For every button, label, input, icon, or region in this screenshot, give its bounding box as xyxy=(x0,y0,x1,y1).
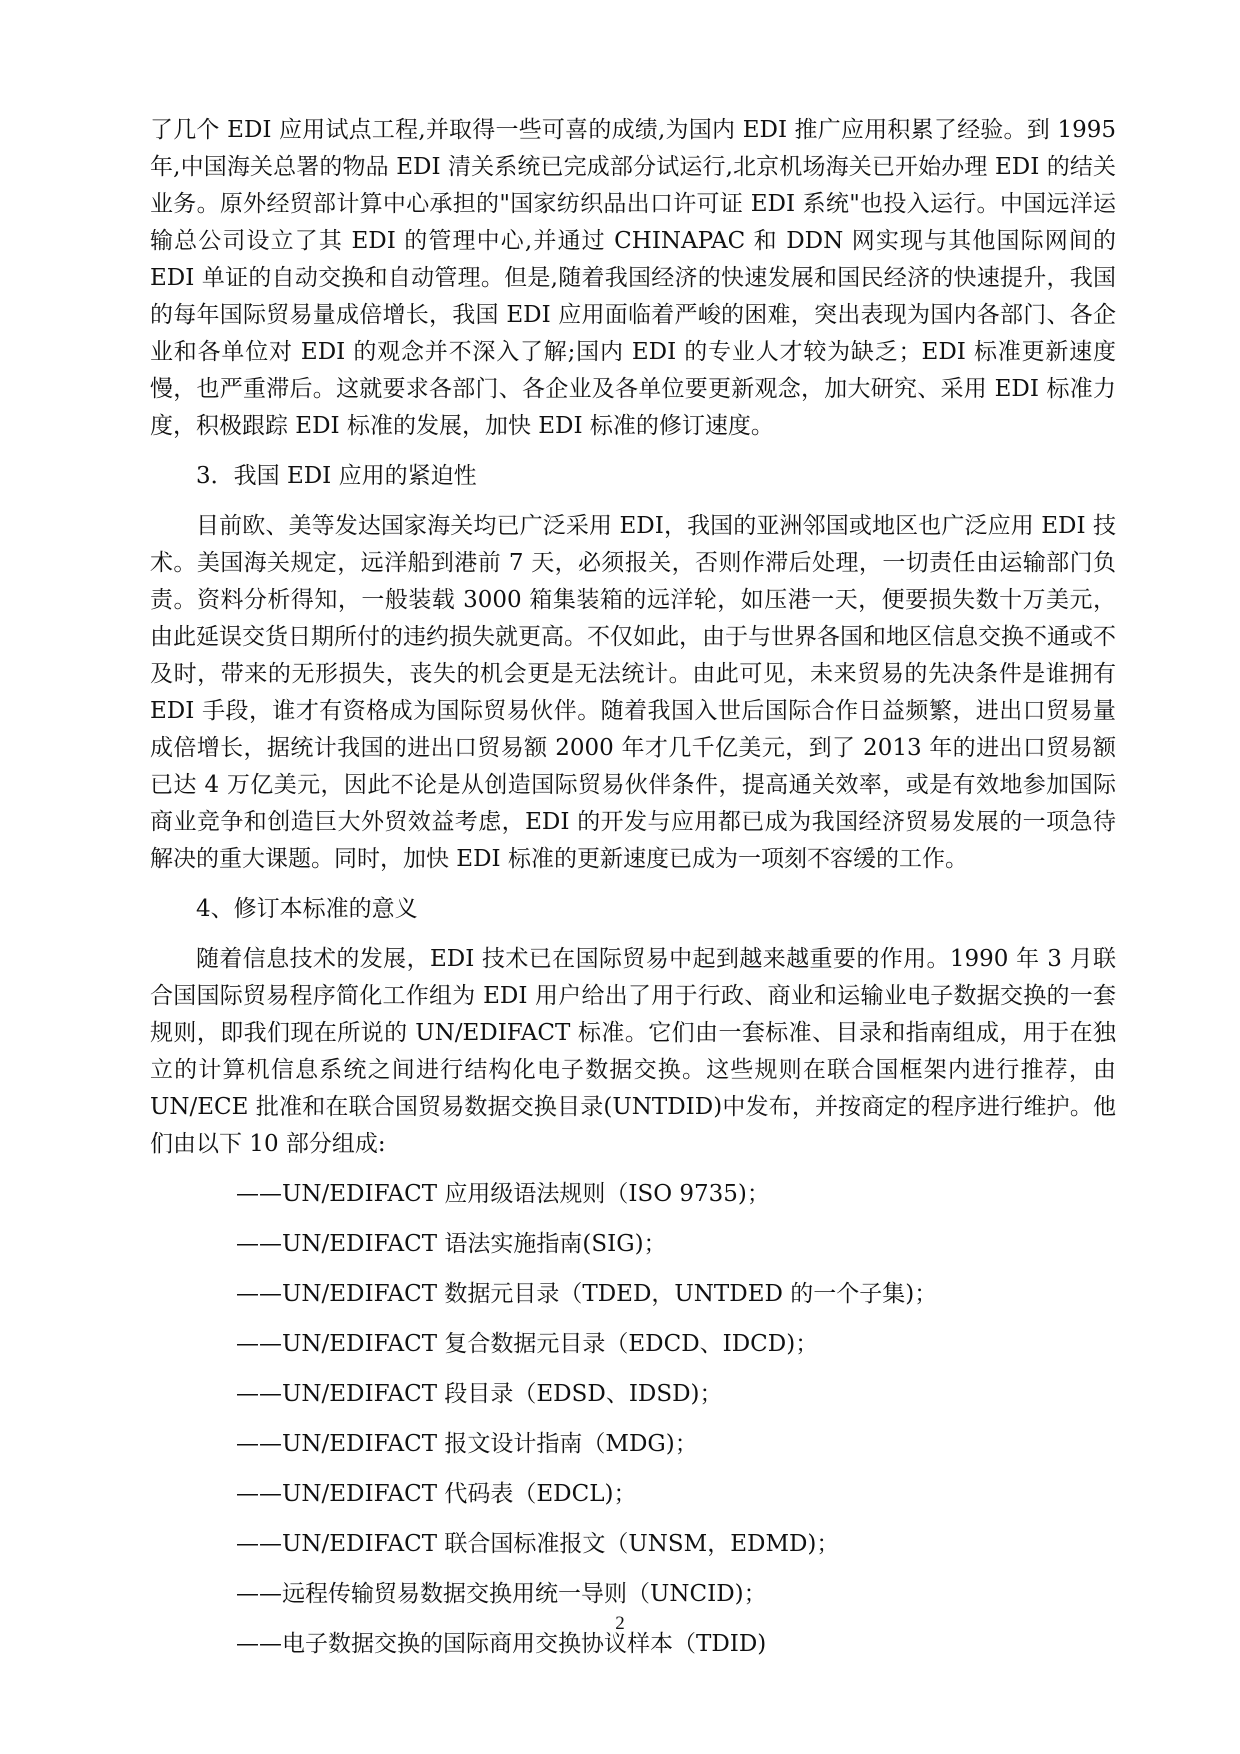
list-item: ——UN/EDIFACT 报文设计指南（MDG)； xyxy=(236,1431,698,1457)
list-item: ——UN/EDIFACT 应用级语法规则（ISO 9735)； xyxy=(236,1181,770,1207)
list-item: ——UN/EDIFACT 段目录（EDSD、IDSD)； xyxy=(236,1381,723,1407)
component-list xyxy=(150,1169,1116,1669)
list-item: ——电子数据交换的国际商用交换协议样本（TDID) xyxy=(236,1631,767,1657)
page-number: 2 xyxy=(615,1613,625,1634)
list-item: ——UN/EDIFACT 联合国标准报文（UNSM，EDMD)； xyxy=(236,1531,840,1557)
list-item: ——UN/EDIFACT 语法实施指南(SIG)； xyxy=(236,1231,667,1257)
list-item: ——远程传输贸易数据交换用统一导则（UNCID)； xyxy=(236,1581,767,1607)
list-item: ——UN/EDIFACT 复合数据元目录（EDCD、IDCD)； xyxy=(236,1331,819,1357)
list-item: ——UN/EDIFACT 代码表（EDCL)； xyxy=(236,1481,637,1507)
section-4-heading: 4、修订本标准的意义 xyxy=(196,896,418,922)
section-3-heading: 3．我国 EDI 应用的紧迫性 xyxy=(196,463,477,489)
section-4-paragraph: 随着信息技术的发展，EDI 技术已在国际贸易中起到越来越重要的作用。1990 年 3 月联合国国际贸易程序简化工作组为 EDI 用户给出了用于行政、商业和运输业电子数据交换的一套规则，即我们现在所说的 UN/EDIFACT 标准。它们由一套标准、目录和指南组成，用于在独立的计算机信息系统之间进行结构化电子数据交换。这些规则在联合国框架内进行推荐，由 UN/ECE 批准和在联合国贸易数据交换目录(UNTDID)中发布，并按商定的程序进行维护。他们由以下 10 部分组成: xyxy=(150,946,1116,1157)
list-item: ——UN/EDIFACT 数据元目录（TDED，UNTDED 的一个子集)； xyxy=(236,1281,938,1307)
intro-continuation-paragraph: 了几个 EDI 应用试点工程,并取得一些可喜的成绩,为国内 EDI 推广应用积累了经验。到 1995 年,中国海关总署的物品 EDI 清关系统已完成部分试运行,北京机场海关已开始办理 EDI 的结关业务。原外经贸部计算中心承担的"国家纺织品出口许可证 EDI 系统"也投入运行。中国远洋运输总公司设立了其 EDI 的管理中心,并通过 CHINAPAC 和 DDN 网实现与其他国际网间的 EDI 单证的自动交换和自动管理。但是,随着我国经济的快速发展和国民经济的快速提升，我国的每年国际贸易量成倍增长，我国 EDI 应用面临着严峻的困难，突出表现为国内各部门、各企业和各单位对 EDI 的观念并不深入了解;国内 EDI 的专业人才较为缺乏；EDI 标准更新速度慢，也严重滞后。这就要求各部门、各企业及各单位要更新观念，加大研究、采用 EDI 标准力度，积极跟踪 EDI 标准的发展，加快 EDI 标准的修订速度。 xyxy=(150,117,1117,439)
section-3-paragraph: 目前欧、美等发达国家海关均已广泛采用 EDI，我国的亚洲邻国或地区也广泛应用 EDI 技术。美国海关规定，远洋船到港前 7 天，必须报关，否则作滞后处理，一切责任由运输部门负责。资料分析得知，一般装载 3000 箱集装箱的远洋轮，如压港一天，便要损失数十万美元，由此延误交货日期所付的违约损失就更高。不仅如此，由于与世界各国和地区信息交换不通或不及时，带来的无形损失，丧失的机会更是无法统计。由此可见，未来贸易的先决条件是谁拥有 EDI 手段，谁才有资格成为国际贸易伙伴。随着我国入世后国际合作日益频繁，进出口贸易量成倍增长，据统计我国的进出口贸易额 2000 年才几千亿美元，到了 2013 年的进出口贸易额已达 4 万亿美元，因此不论是从创造国际贸易伙伴条件，提高通关效率，或是有效地参加国际商业竞争和创造巨大外贸效益考虑，EDI 的开发与应用都已成为我国经济贸易发展的一项急待解决的重大课题。同时，加快 EDI 标准的更新速度已成为一项刻不容缓的工作。 xyxy=(150,513,1116,872)
body-text xyxy=(150,112,1116,1692)
